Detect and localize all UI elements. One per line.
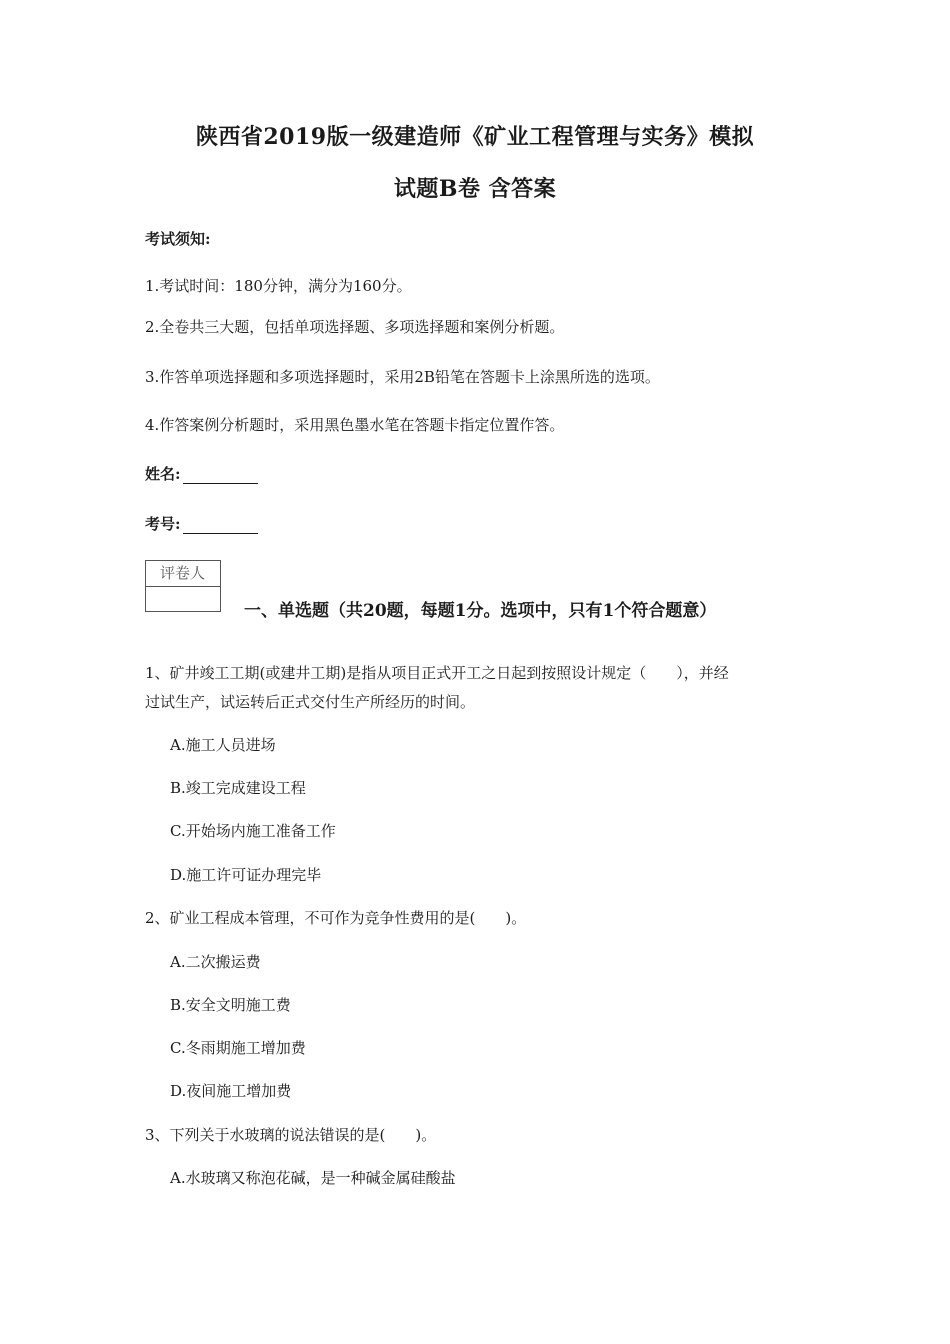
name-label: 姓名:: [145, 465, 181, 483]
section1-heading: 一、单选题（共20题，每题1分。选项中，只有1个符合题意）: [244, 601, 717, 621]
question-1-stem-line1: 1、矿井竣工工期(或建井工期)是指从项目正式开工之日起到按照设计规定（ ），并经: [145, 664, 729, 682]
notice-heading: 考试须知:: [145, 230, 211, 248]
question-2-option-c: C.冬雨期施工增加费: [170, 1039, 306, 1057]
exam-number-label: 考号:: [145, 515, 181, 533]
name-blank-line: [183, 467, 258, 484]
notice-item: 1.考试时间：180分钟，满分为160分。: [145, 277, 412, 295]
exam-number-field: [145, 513, 258, 534]
question-2-option-a: A.二次搬运费: [170, 953, 261, 971]
notice-item: 4.作答案例分析题时，采用黑色墨水笔在答题卡指定位置作答。: [145, 416, 565, 434]
notice-item: 3.作答单项选择题和多项选择题时，采用2B铅笔在答题卡上涂黑所选的选项。: [145, 368, 660, 386]
question-2-option-b: B.安全文明施工费: [170, 996, 291, 1014]
question-1-option-d: D.施工许可证办理完毕: [170, 866, 322, 884]
question-2-option-d: D.夜间施工增加费: [170, 1082, 292, 1100]
question-3-option-a: A.水玻璃又称泡花碱，是一种碱金属硅酸盐: [170, 1169, 456, 1187]
question-3-stem: 3、下列关于水玻璃的说法错误的是( )。: [145, 1126, 437, 1144]
question-1-option-c: C.开始场内施工准备工作: [170, 822, 336, 840]
document-title-line2: 试题B卷 含答案: [393, 176, 557, 202]
notice-item: 2.全卷共三大题，包括单项选择题、多项选择题和案例分析题。: [145, 318, 565, 336]
question-1-option-a: A.施工人员进场: [170, 736, 276, 754]
name-field: [145, 463, 258, 484]
grader-label: 评卷人: [146, 561, 220, 587]
grader-box: [145, 560, 221, 612]
document-title-line1: 陕西省2019版一级建造师《矿业工程管理与实务》模拟: [195, 124, 755, 150]
question-1-option-b: B.竣工完成建设工程: [170, 779, 306, 797]
exam-number-blank-line: [183, 517, 258, 534]
question-2-stem: 2、矿业工程成本管理，不可作为竞争性费用的是( )。: [145, 909, 527, 927]
question-1-stem-line2: 过试生产，试运转后正式交付生产所经历的时间。: [145, 693, 476, 711]
